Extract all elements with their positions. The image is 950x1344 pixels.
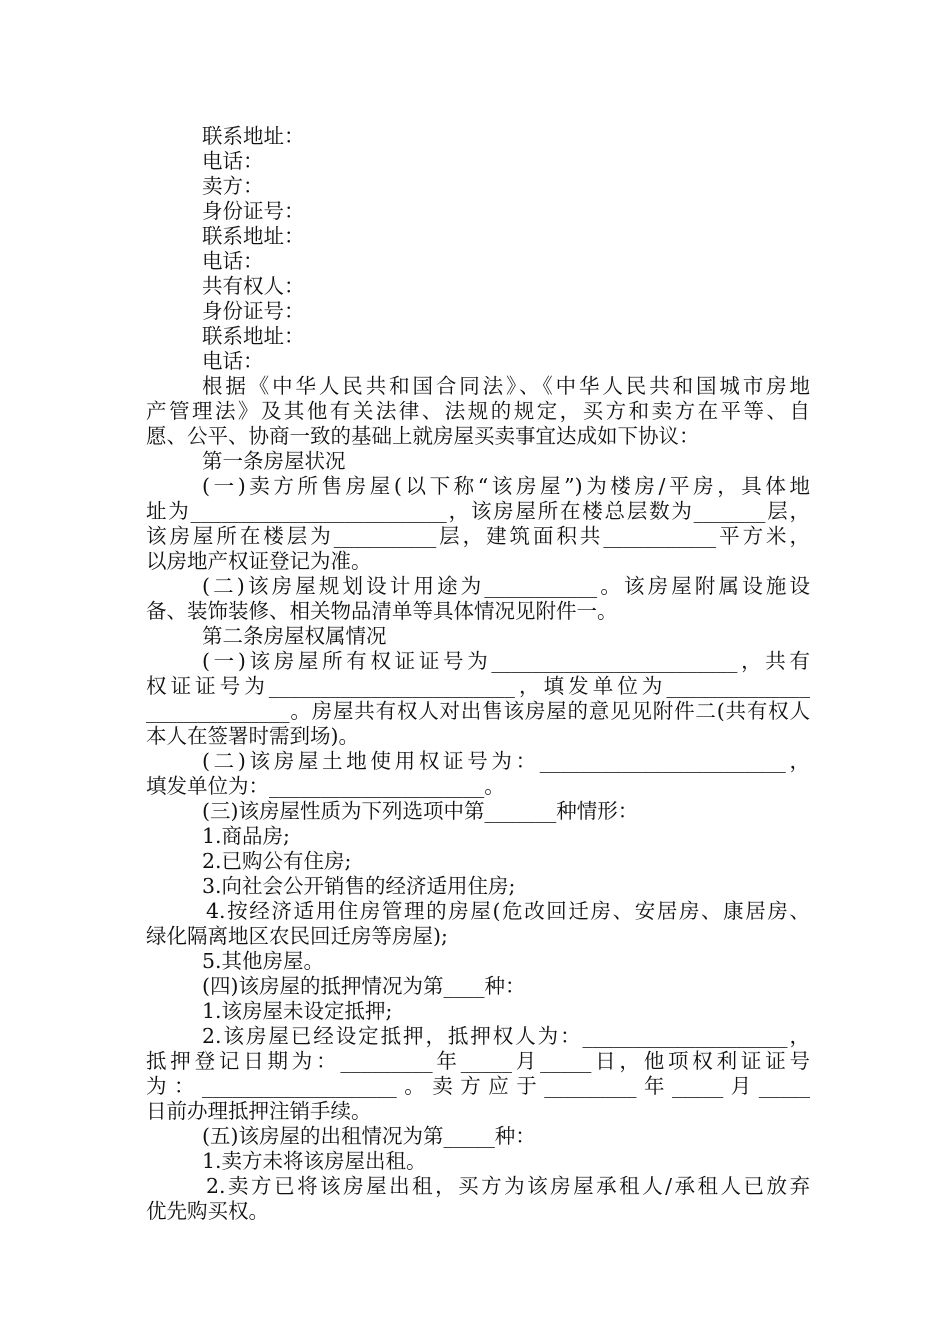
article2-line: 2.卖方已将该房屋出租，买方为该房屋承租人/承租人已放弃: [206, 1174, 810, 1198]
article2-line: 2.已购公有住房;: [202, 849, 352, 873]
co-owner-address-label: 联系地址：: [202, 324, 305, 348]
article2-line: 3.向社会公开销售的经济适用住房;: [202, 874, 516, 898]
article2-line: 5.其他房屋。: [202, 949, 325, 973]
article2-line: 1.卖方未将该房屋出租。: [202, 1149, 427, 1173]
article2-line: (五)该房屋的出租情况为第_____种：: [202, 1124, 536, 1148]
article2-line: (三)该房屋性质为下列选项中第_______种情形：: [202, 799, 639, 823]
article2-line: 2.该房屋已经设定抵押，抵押权人为：____________________，: [202, 1024, 810, 1048]
article2-line: 1.该房屋未设定抵押;: [202, 999, 393, 1023]
article2-line: 绿化隔离地区农民回迁房等房屋);: [146, 924, 448, 948]
article1-line: 以房地产权证登记为准。: [146, 549, 372, 573]
article2-line: (四)该房屋的抵押情况为第____种：: [202, 974, 526, 998]
preamble-line: 产管理法》及其他有关法律、法规的规定，买方和卖方在平等、自: [146, 399, 810, 423]
seller-address-label: 联系地址：: [202, 224, 305, 248]
article2-line: 优先购买权。: [146, 1199, 269, 1223]
article2-line: 填发单位为：_____________________。: [146, 774, 505, 798]
preamble-line: 愿、公平、协商一致的基础上就房屋买卖事宜达成如下协议：: [146, 424, 700, 448]
article2-line: 日前办理抵押注销手续。: [146, 1099, 372, 1123]
article2-line: 本人在签署时需到场)。: [146, 724, 359, 748]
article1-title: 第一条房屋状况: [202, 449, 346, 473]
article2-title: 第二条房屋权属情况: [202, 624, 387, 648]
co-owner-label: 共有权人：: [202, 274, 305, 298]
buyer-address-label: 联系地址：: [202, 124, 305, 148]
article2-line: 4.按经济适用住房管理的房屋(危改回迁房、安居房、康居房、: [206, 899, 810, 923]
article2-line: (一)该房屋所有权证证号为________________________，共有: [202, 649, 810, 673]
seller-label: 卖方：: [202, 174, 264, 198]
co-owner-phone-label: 电话：: [202, 349, 264, 373]
buyer-phone-label: 电话：: [202, 149, 264, 173]
article1-line: (一)卖方所售房屋(以下称“该房屋”)为楼房/平房，具体地: [202, 474, 810, 498]
article2-line: 抵押登记日期为：_________年_____月_____日，他项权利证证号: [146, 1049, 810, 1073]
article1-line: 备、装饰装修、相关物品清单等具体情况见附件一。: [146, 599, 618, 623]
article1-line: 址为_________________________，该房屋所在楼总层数为_______层，: [146, 499, 810, 523]
article1-line: 该房屋所在楼层为__________层，建筑面积共___________平方米，: [146, 524, 810, 548]
article2-line: (二)该房屋土地使用权证号为：________________________，: [202, 749, 810, 773]
article2-line: 权证证号为________________________，填发单位为______________: [146, 674, 810, 698]
seller-id-label: 身份证号：: [202, 199, 305, 223]
preamble-line: 根据《中华人民共和国合同法》、《中华人民共和国城市房地: [202, 374, 810, 398]
seller-phone-label: 电话：: [202, 249, 264, 273]
article1-line: (二)该房屋规划设计用途为___________。该房屋附属设施设: [202, 574, 810, 598]
article2-line: ______________。房屋共有权人对出售该房屋的意见见附件二(共有权人: [146, 699, 810, 723]
article2-line: 1.商品房;: [202, 824, 290, 848]
co-owner-id-label: 身份证号：: [202, 299, 305, 323]
article2-line: 为：___________________。卖方应于_________年_____月_____: [146, 1074, 810, 1098]
